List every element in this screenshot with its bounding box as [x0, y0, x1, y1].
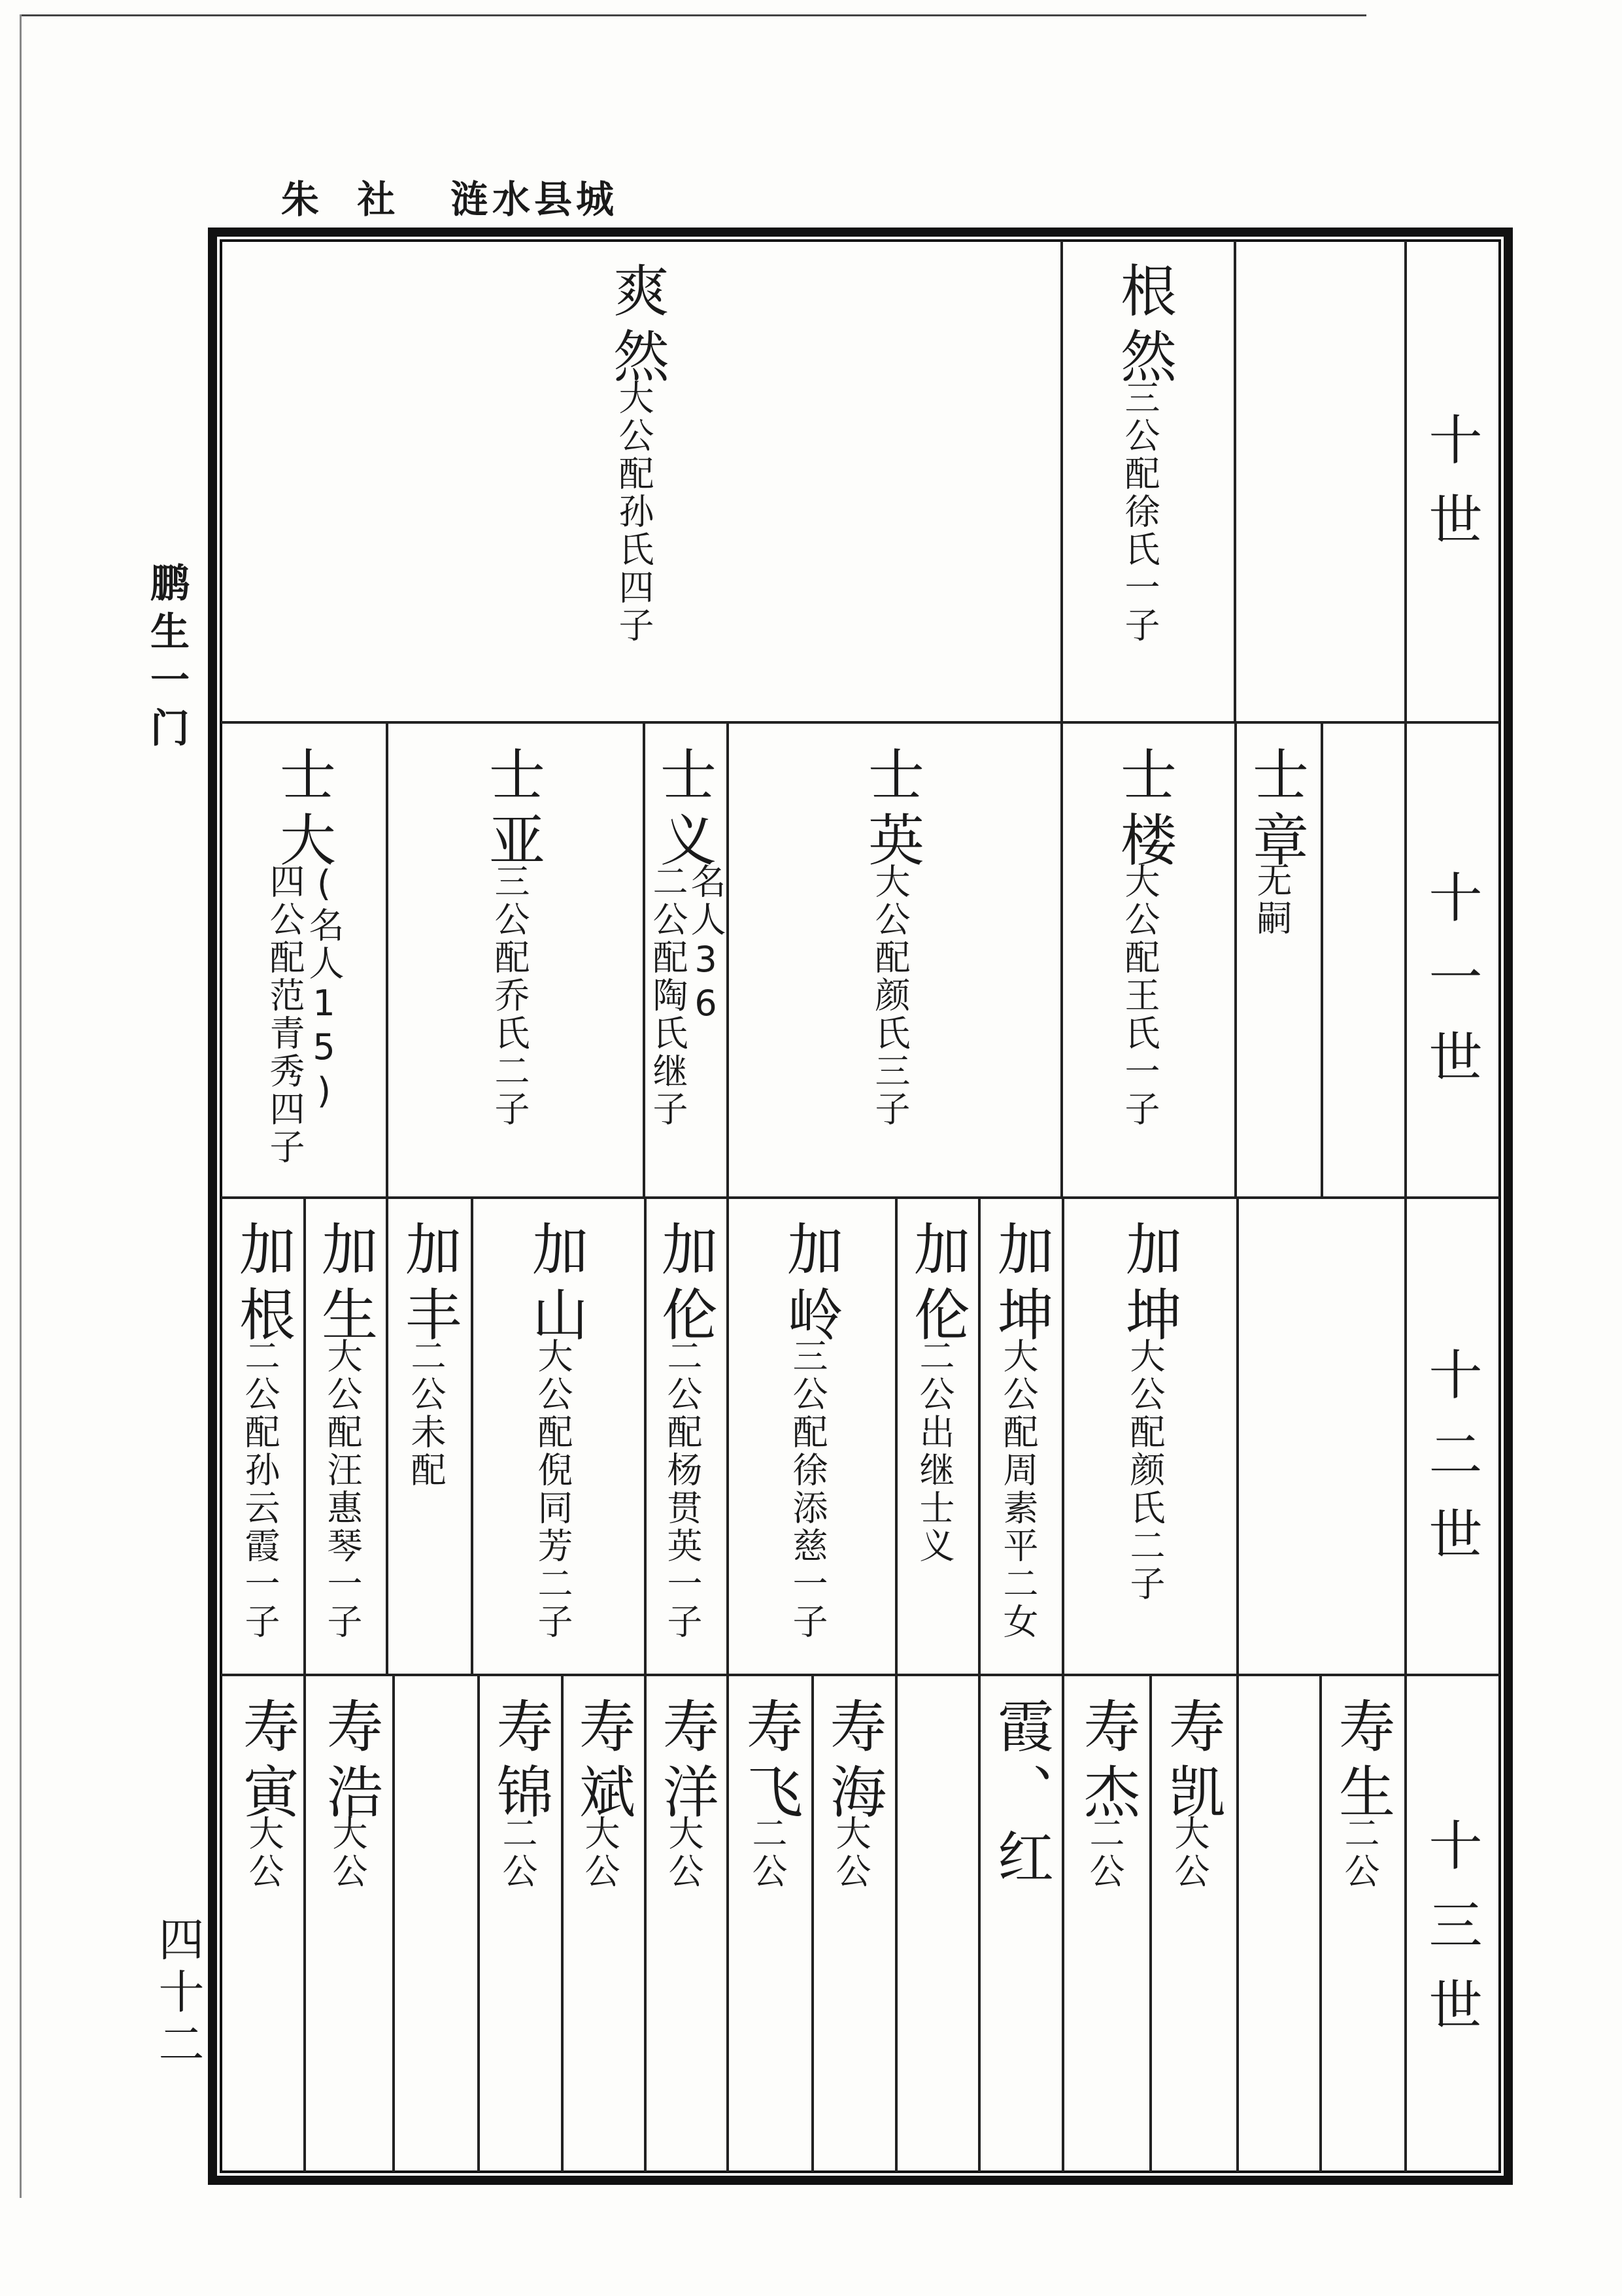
generation-column-divider — [1404, 241, 1407, 2172]
person-desc: 大公 — [830, 1815, 871, 1891]
page-left-edge — [20, 14, 22, 2198]
generation-label-13: 十三世 — [1420, 1817, 1482, 2057]
band12-divider-9 — [303, 1198, 306, 1675]
person-name: 士楼 — [1111, 745, 1176, 876]
person-desc: 大公配王氏一子 — [1119, 863, 1160, 1128]
person-name: 寿锦 — [487, 1697, 552, 1828]
person-name: 加山 — [522, 1220, 588, 1351]
band12-divider-2 — [1062, 1198, 1064, 1675]
person-desc: 二公配杨贯英一子 — [662, 1338, 703, 1641]
person-name: 加丰 — [396, 1220, 461, 1351]
page-number: 四十二 — [151, 1916, 205, 2072]
page-top-rule — [20, 14, 1366, 16]
person-name: 根然 — [1111, 262, 1176, 392]
person-name: 士义 — [650, 745, 716, 876]
person-desc: 大公配颜氏三子 — [870, 863, 911, 1128]
person-desc: 二公 — [497, 1815, 538, 1891]
person-desc: 二公出继士义 — [914, 1338, 955, 1565]
person-desc: 三公配徐添慈一子 — [787, 1338, 828, 1641]
generation-label-10: 十世 — [1420, 412, 1482, 571]
person-name: 加坤 — [1116, 1220, 1181, 1351]
branch-label: 鹏生一门 — [144, 562, 190, 756]
person-desc: 大公 — [1169, 1815, 1210, 1891]
person-name: 寿飞 — [737, 1697, 802, 1828]
person-desc: 大公配周素平二女 — [998, 1338, 1039, 1641]
band12-divider-6 — [644, 1198, 647, 1675]
band13-divider-3 — [1149, 1675, 1152, 2172]
person-desc: 二公 — [1339, 1815, 1380, 1891]
person-note: (名人15) — [303, 863, 345, 1114]
person-name: 寿生 — [1329, 1697, 1394, 1828]
band11-divider-6 — [386, 722, 388, 1198]
band11-divider-1 — [1234, 722, 1237, 1198]
row-divider-10-11 — [221, 721, 1500, 724]
band11-divider-3 — [1060, 722, 1063, 1198]
row-divider-11-12 — [221, 1196, 1500, 1199]
person-name: 加伦 — [904, 1220, 970, 1351]
band10-divider-1 — [1060, 241, 1063, 722]
person-desc: 大公 — [327, 1815, 368, 1891]
person-desc: 二公未配 — [405, 1338, 447, 1489]
band11-divider-2 — [1321, 722, 1323, 1198]
person-name: 加根 — [229, 1220, 295, 1351]
person-name: 寿斌 — [569, 1697, 635, 1828]
person-name: 士章 — [1243, 745, 1308, 876]
band12-divider-8 — [386, 1198, 388, 1675]
band12-divider-4 — [895, 1198, 898, 1675]
person-name: 士大 — [270, 745, 335, 876]
person-desc: 大公配颜氏二子 — [1124, 1338, 1166, 1603]
page-header: 朱 社 涟水县城 — [281, 177, 618, 222]
person-desc: 三公配乔氏二子 — [489, 863, 530, 1128]
person-name: 士亚 — [479, 745, 545, 876]
band13-divider-4 — [1062, 1675, 1064, 2172]
band13-divider-12 — [392, 1675, 395, 2172]
person-name: 寿寅 — [233, 1697, 299, 1828]
band12-divider-1 — [1236, 1198, 1239, 1675]
row-divider-12-13 — [221, 1674, 1500, 1676]
person-name: 寿浩 — [317, 1697, 382, 1828]
person-desc: 三公配徐氏一子 — [1119, 379, 1160, 645]
person-desc: 大公 — [243, 1815, 284, 1891]
band13-divider-8 — [726, 1675, 729, 2172]
band11-divider-4 — [726, 722, 729, 1198]
generation-label-11: 十一世 — [1420, 869, 1482, 1109]
person-name: 寿海 — [820, 1697, 886, 1828]
person-desc: 大公配汪惠琴一子 — [322, 1338, 363, 1641]
band13-divider-1 — [1319, 1675, 1322, 2172]
band13-divider-10 — [561, 1675, 564, 2172]
band13-divider-11 — [477, 1675, 480, 2172]
person-desc: 大公配倪同芳二子 — [532, 1338, 573, 1641]
person-desc: 大公配孙氏四子 — [613, 379, 654, 645]
person-desc: 二公配陶氏继子 — [647, 863, 688, 1128]
person-name: 加伦 — [652, 1220, 717, 1351]
band12-divider-7 — [471, 1198, 473, 1675]
person-desc: 二公 — [747, 1815, 788, 1891]
band13-divider-7 — [811, 1675, 814, 2172]
person-desc: 大公 — [663, 1815, 704, 1891]
person-name: 加岭 — [777, 1220, 843, 1351]
generation-label-12: 十二世 — [1420, 1347, 1482, 1586]
band13-divider-5 — [978, 1675, 981, 2172]
band12-divider-3 — [978, 1198, 981, 1675]
band13-divider-6 — [895, 1675, 898, 2172]
band11-divider-5 — [643, 722, 645, 1198]
band13-divider-13 — [303, 1675, 306, 2172]
person-note: 名人36 — [685, 863, 726, 1026]
person-name: 寿凯 — [1159, 1697, 1225, 1828]
person-name: 加坤 — [988, 1220, 1053, 1351]
person-desc: 二公 — [1084, 1815, 1125, 1891]
person-name: 爽然 — [603, 262, 669, 392]
person-name: 霞、红 — [988, 1697, 1053, 1893]
person-name: 寿洋 — [653, 1697, 718, 1828]
band13-divider-9 — [644, 1675, 647, 2172]
band13-divider-2 — [1236, 1675, 1239, 2172]
person-name: 加生 — [312, 1220, 377, 1351]
person-name: 士英 — [858, 745, 924, 876]
person-name: 寿杰 — [1074, 1697, 1140, 1828]
person-desc: 二公配孙云霞一子 — [239, 1338, 280, 1641]
person-desc: 四公配范青秀四子 — [264, 863, 305, 1166]
band10-divider-2 — [1234, 241, 1236, 722]
person-desc: 无嗣 — [1251, 862, 1293, 937]
person-desc: 大公 — [579, 1815, 620, 1891]
band12-divider-5 — [726, 1198, 729, 1675]
